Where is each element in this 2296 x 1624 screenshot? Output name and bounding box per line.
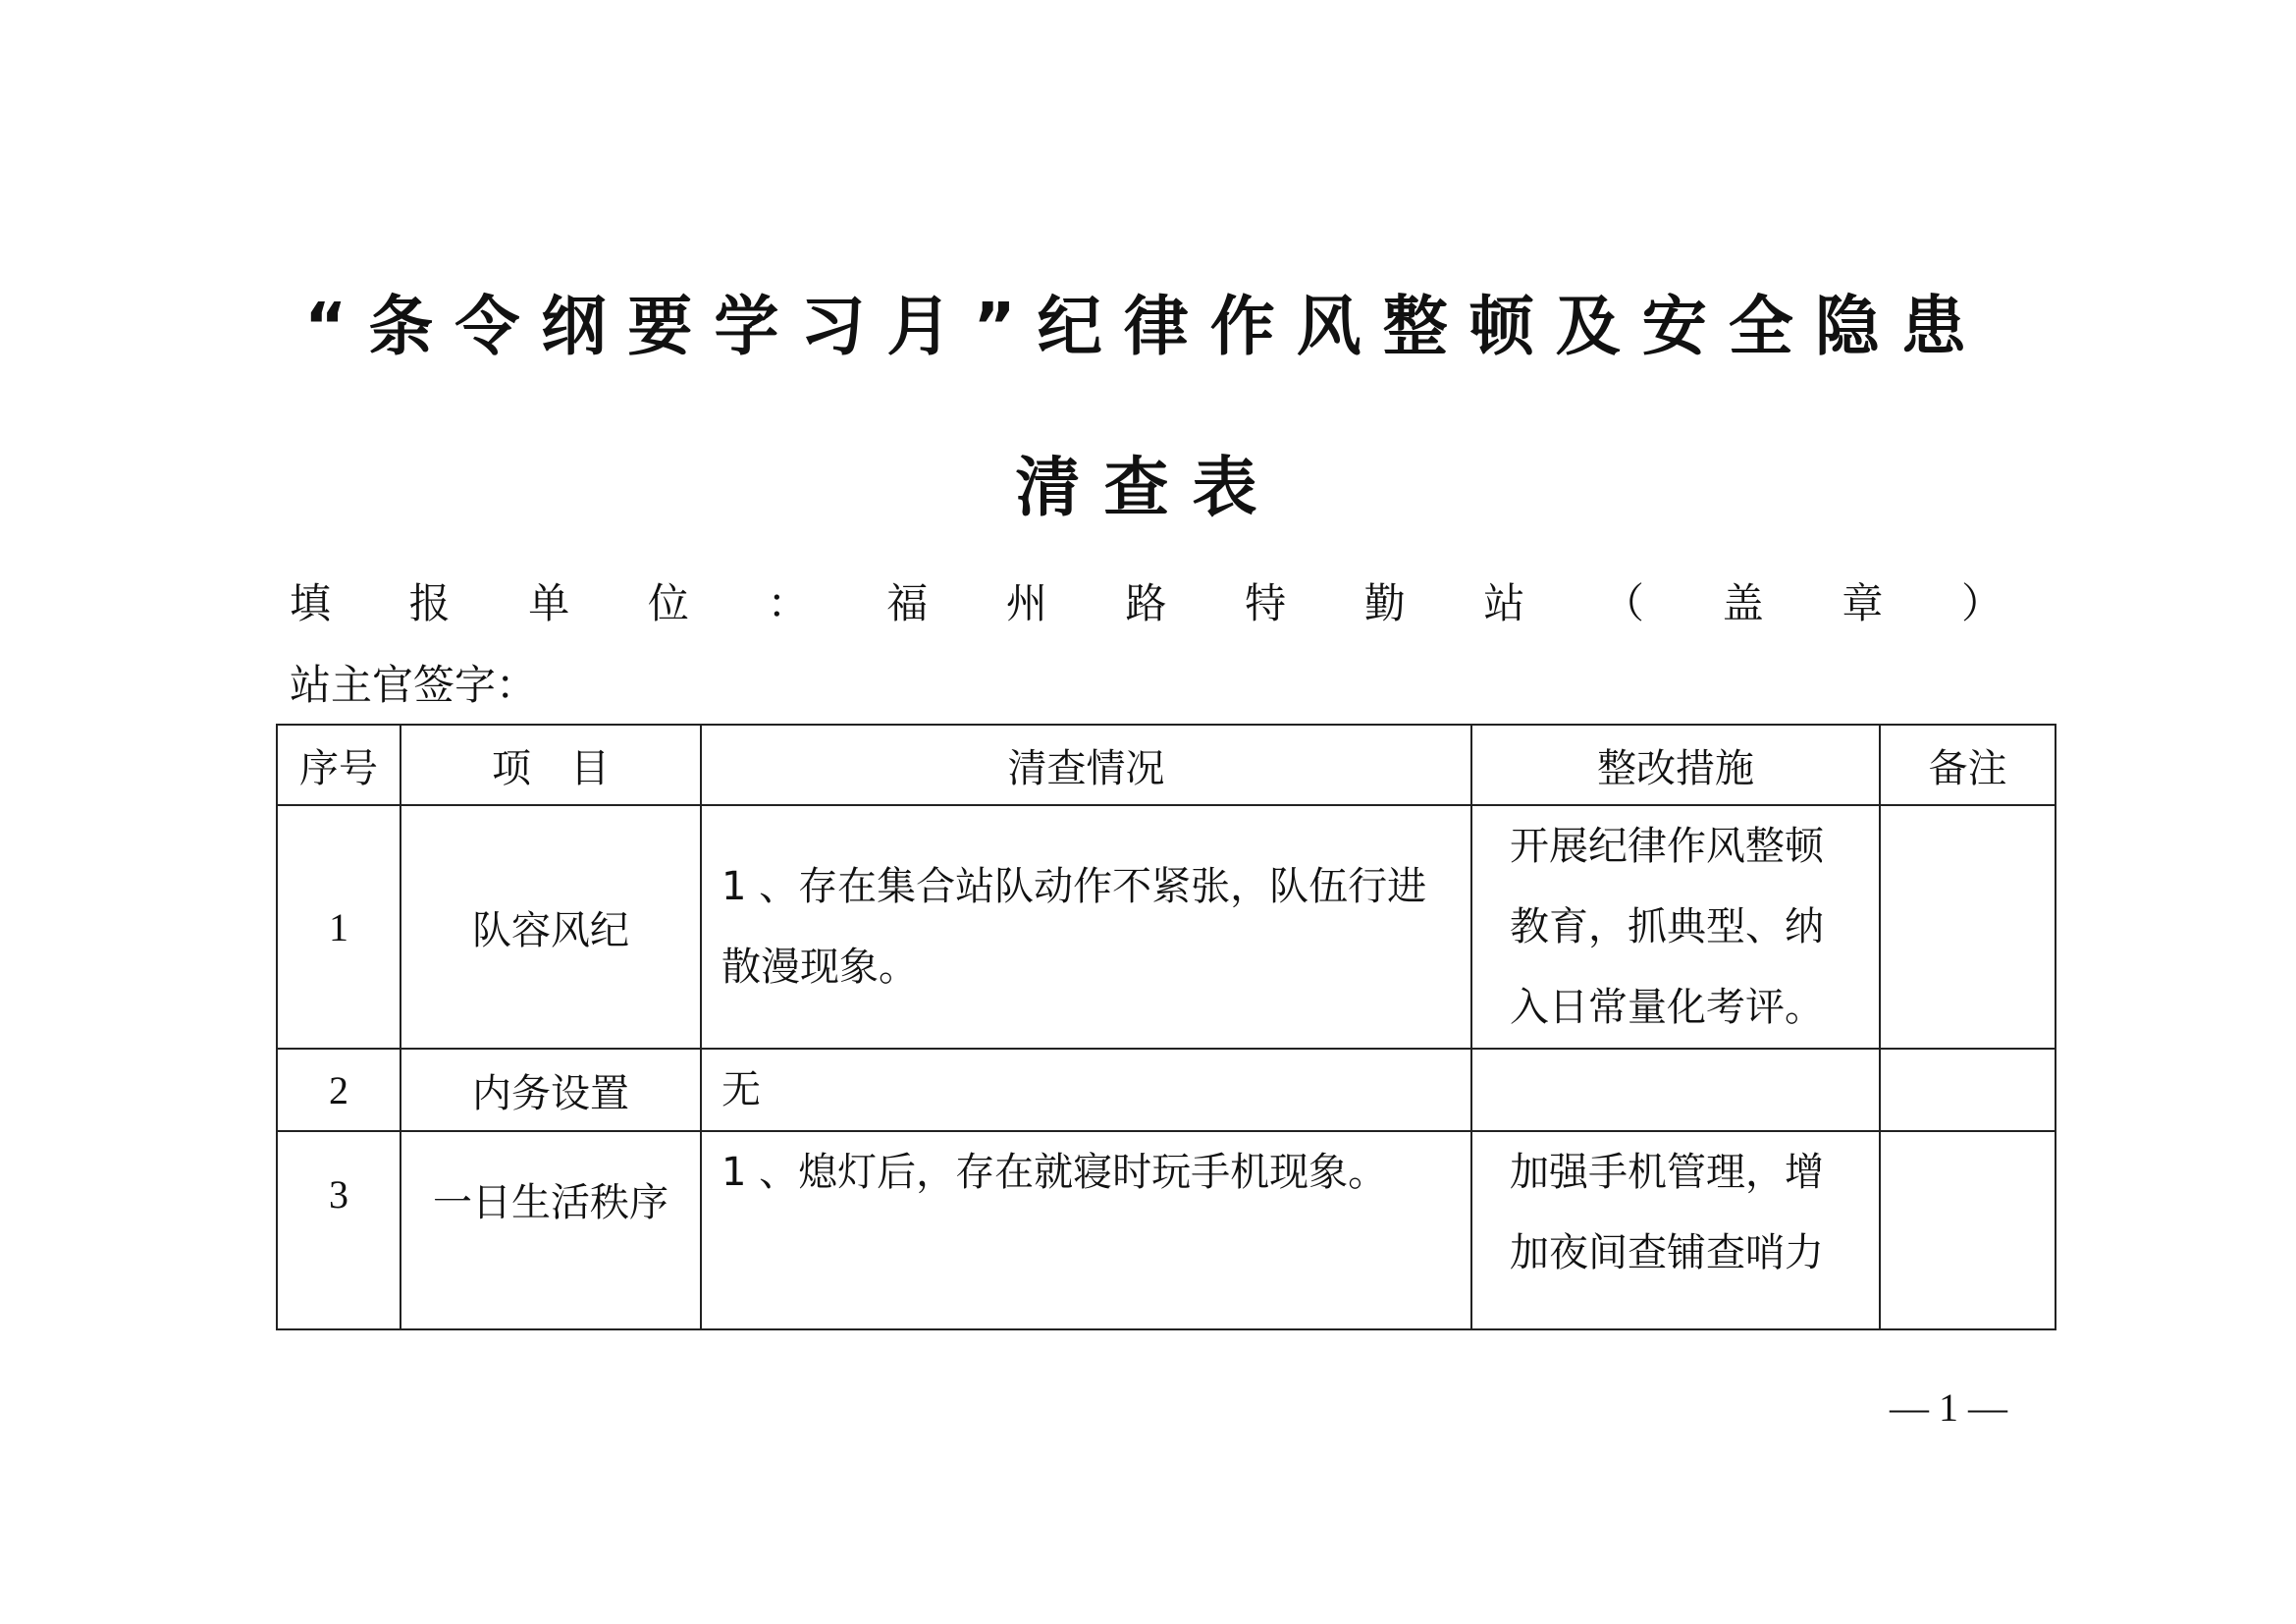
row-findings: 1 、熄灯后，存在就寝时玩手机现象。 <box>701 1131 1471 1329</box>
unit-char: 位 <box>647 579 689 627</box>
header-item: 项 目 <box>400 725 701 805</box>
unit-char: 章 <box>1842 579 1884 627</box>
row-findings: 无 <box>701 1049 1471 1131</box>
row-item: 一日生活秩序 <box>400 1131 701 1329</box>
unit-char: 特 <box>1245 579 1287 627</box>
unit-char: 州 <box>1005 579 1047 627</box>
row-rectification <box>1471 1049 1880 1131</box>
table-row <box>277 1049 2056 1131</box>
row-remarks <box>1880 805 2056 1049</box>
table-row <box>277 805 2056 1049</box>
header-findings: 清查情况 <box>701 725 1471 805</box>
unit-char: 勤 <box>1363 579 1406 627</box>
row-rectification: 开展纪律作风整顿教育，抓典型、纳入日常量化考评。 <box>1471 805 1880 1049</box>
page-number: — 1 — <box>1890 1385 2007 1430</box>
row-number: 2 <box>277 1049 400 1131</box>
unit-char: 福 <box>886 579 929 627</box>
header-remarks: 备注 <box>1880 725 2056 805</box>
unit-char: ： <box>767 579 809 627</box>
signer-label: 站主官签字： <box>290 661 538 709</box>
unit-char: 报 <box>408 579 451 627</box>
unit-char: 盖 <box>1722 579 1764 627</box>
row-findings: 1 、存在集合站队动作不紧张，队伍行进散漫现象。 <box>701 805 1471 1049</box>
row-number: 1 <box>277 805 400 1049</box>
inspection-table <box>276 724 2056 1330</box>
header-number: 序号 <box>277 725 400 805</box>
row-item: 队容风纪 <box>400 805 701 1049</box>
document-title-line1: “条令纲要学习月”纪律作风整顿及安全隐患 <box>304 289 1988 364</box>
unit-char: 站 <box>1483 579 1525 627</box>
row-rectification: 加强手机管理，增加夜间查铺查哨力 <box>1471 1131 1880 1329</box>
row-remarks <box>1880 1049 2056 1131</box>
unit-char: 单 <box>528 579 570 627</box>
row-item: 内务设置 <box>400 1049 701 1131</box>
unit-char: （ <box>1603 579 1645 627</box>
header-rectification: 整改措施 <box>1471 725 1880 805</box>
row-remarks <box>1880 1131 2056 1329</box>
table-header-row <box>277 725 2056 805</box>
row-number: 3 <box>277 1131 400 1329</box>
unit-char: 填 <box>290 579 332 627</box>
table-row <box>277 1131 2056 1329</box>
unit-char: ） <box>1960 579 2002 627</box>
document-title-line2: 清查表 <box>1015 450 1281 525</box>
reporting-unit-line <box>290 574 2002 633</box>
unit-char: 路 <box>1125 579 1167 627</box>
